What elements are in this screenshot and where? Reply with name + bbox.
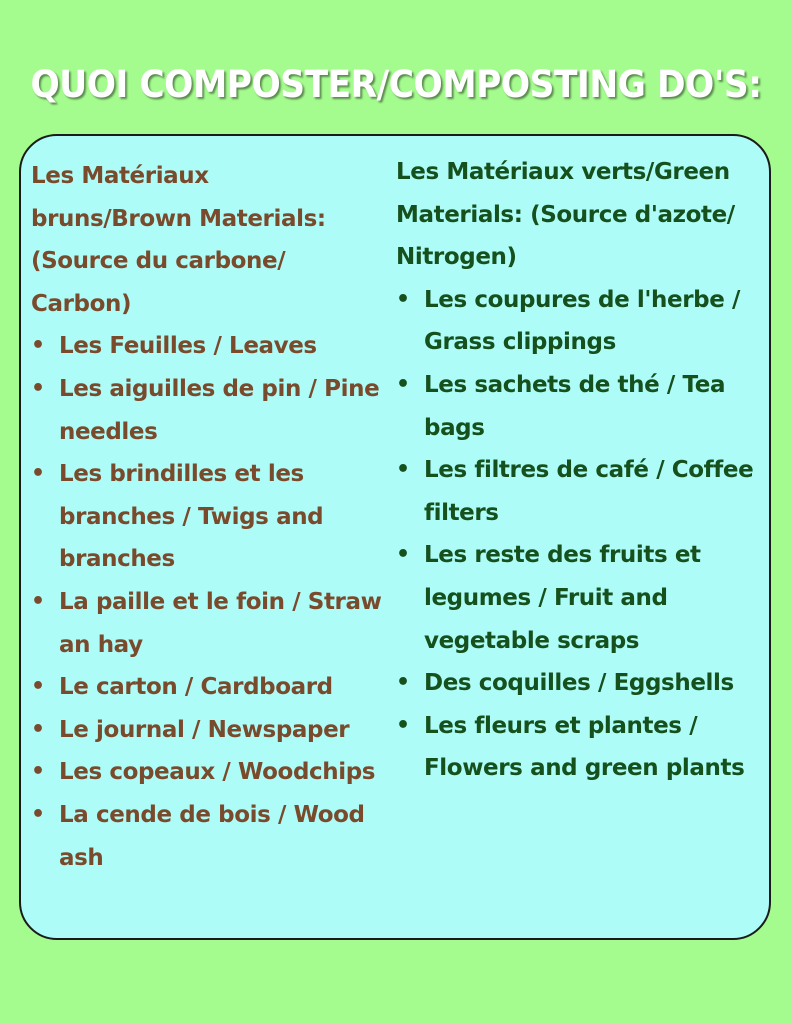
list-item — [31, 325, 396, 368]
list-item — [31, 709, 396, 752]
list-item — [31, 666, 396, 709]
bullet-icon: • — [396, 286, 410, 312]
list-item-text: Les sachets de thé / Tea bags — [424, 371, 726, 441]
brown-materials-list — [31, 325, 396, 879]
bullet-icon: • — [396, 712, 410, 738]
bullet-icon: • — [31, 461, 45, 487]
list-item — [396, 534, 766, 662]
bullet-icon: • — [396, 670, 410, 696]
list-item — [31, 453, 396, 581]
green-materials-list — [396, 279, 766, 790]
bullet-icon: • — [31, 375, 45, 401]
list-item-text: Les aiguilles de pin / Pine needles — [59, 375, 380, 445]
brown-materials-heading: Les Matériaux bruns/Brown Materials: (Source du carbone/ Carbon) — [31, 163, 326, 317]
list-item — [31, 794, 396, 879]
list-item — [396, 279, 766, 364]
list-item-text: Le journal / Newspaper — [59, 716, 350, 743]
list-item-text: La cende de bois / Wood ash — [59, 801, 365, 871]
list-item — [396, 662, 766, 705]
bullet-icon: • — [31, 716, 45, 742]
list-item-text: Les fleurs et plantes / Flowers and green plants — [424, 712, 745, 782]
list-item-text: Les filtres de café / Coffee filters — [424, 457, 754, 526]
bullet-icon: • — [31, 333, 45, 359]
list-item — [31, 751, 396, 794]
list-item — [396, 364, 766, 449]
bullet-icon: • — [396, 457, 410, 483]
list-item-text: Des coquilles / Eggshells — [424, 670, 734, 697]
bullet-icon: • — [31, 759, 45, 785]
list-item-text: Le carton / Cardboard — [59, 674, 333, 701]
green-materials-heading: Les Matériaux verts/Green Materials: (Source d'azote/ Nitrogen) — [396, 159, 735, 271]
bullet-icon: • — [31, 801, 45, 827]
bullet-icon: • — [31, 674, 45, 700]
bullet-icon: • — [396, 542, 410, 568]
list-item — [31, 368, 396, 453]
list-item-text: Les coupures de l'herbe / Grass clippings — [424, 286, 741, 356]
list-item-text: Les Feuilles / Leaves — [59, 333, 317, 360]
list-item-text: Les copeaux / Woodchips — [59, 759, 376, 786]
list-item — [396, 705, 766, 790]
page-title: QUOI COMPOSTER/COMPOSTING DO'S: — [30, 63, 762, 106]
green-materials-column — [396, 151, 766, 790]
list-item-text: Les brindilles et les branches / Twigs and branches — [59, 461, 324, 573]
brown-materials-column — [31, 155, 396, 879]
list-item-text: Les reste des fruits et legumes / Fruit and vegetable scraps — [424, 542, 701, 654]
list-item — [31, 581, 396, 666]
list-item-text: La paille et le foin / Straw an hay — [59, 588, 382, 658]
bullet-icon: • — [31, 588, 45, 614]
bullet-icon: • — [396, 371, 410, 397]
list-item — [396, 449, 766, 534]
